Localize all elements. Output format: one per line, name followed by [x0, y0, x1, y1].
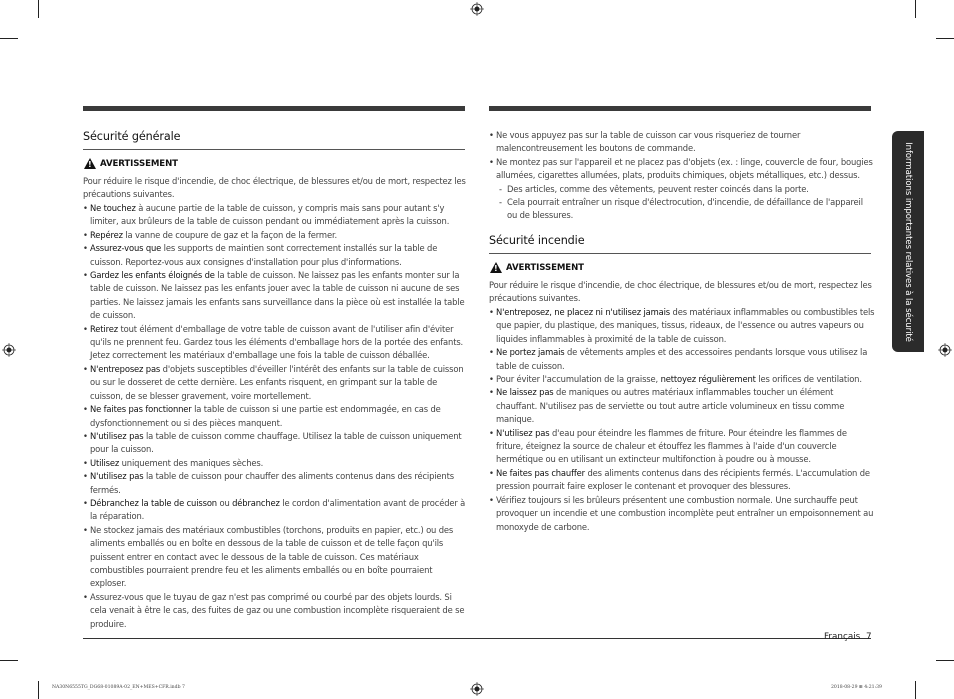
intro-paragraph: Pour réduire le risque d'incendie, de choc électrique, de blessures et/ou de mort, respectez les précautions suivantes.	[83, 176, 466, 200]
dash-item: - Cela pourrait entraîner un risque d'électrocution, d'incendie, de défaillance de l'appareil ou de blessures.	[489, 196, 875, 223]
list-item: • N'entreposez pas d'objets susceptibles d'éveiller l'intérêt des enfants sur la table de cuisson ou sur le dosseret de cette dernière. Les enfants risquent, en grimpant sur la table de cuisson, de se blesser gravement, voire mortellement.	[83, 363, 469, 403]
warning-text: AVERTISSEMENT	[100, 158, 178, 169]
intro-paragraph: Pour réduire le risque d'incendie, de choc électrique, de blessures et/ou de mort, respectez les précautions suivantes.	[489, 280, 872, 304]
list-item: • Ne stockez jamais des matériaux combustibles (torchons, produits en papier, etc.) ou des aliments emballés ou en boîte en dessous de la table de cuisson et de telle façon qu'ils puissent entrer en contact avec le dessous de la table de cuisson. Ces matériaux combustibles pourraient prendre feu et les aliments emballés ou en boîte pourraient exploser.	[83, 524, 469, 591]
list-item: • Ne touchez à aucune partie de la table de cuisson, y compris mais sans pour autant s'y limiter, aux brûleurs de la table de cuisson pendant ou immédiatement après la cuisson.	[83, 202, 469, 229]
list-item: • Utilisez uniquement des maniques sèches.	[83, 457, 469, 470]
section-heading-fire-safety: Sécurité incendie	[489, 234, 585, 247]
warning-text: AVERTISSEMENT	[506, 262, 584, 273]
list-item: • Débranchez la table de cuisson ou débranchez le cordon d'alimentation avant de procéder à la réparation.	[83, 497, 469, 524]
section-heading-general-safety: Sécurité générale	[83, 130, 181, 143]
list-item: • Ne montez pas sur l'appareil et ne placez pas d'objets (ex. : linge, couvercle de four, bougies allumées, cigarettes allumées, plats, produits chimiques, objets métalliques, etc.) dessus.	[489, 156, 875, 183]
warning-label	[84, 158, 178, 169]
warning-triangle-icon	[84, 158, 96, 169]
crop-mark	[936, 38, 954, 39]
print-info-left: NA30N6555TG_DG68-01089A-02_EN+MES+CFR.indb 7	[52, 685, 185, 690]
list-item: • Ne vous appuyez pas sur la table de cuisson car vous risqueriez de tourner malencontreusement les boutons de commande.	[489, 129, 875, 156]
list-item: • Repérez la vanne de coupure de gaz et la façon de la fermer.	[83, 229, 469, 242]
crop-mark	[936, 660, 954, 661]
registration-mark-icon	[938, 343, 952, 357]
footer-language: Français	[824, 632, 861, 642]
crop-mark	[915, 681, 916, 699]
list-item: • N'utilisez pas la table de cuisson comme chauffage. Utilisez la table de cuisson uniquement pour la cuisson.	[83, 430, 469, 457]
right-column-top-bar	[489, 106, 871, 111]
heading-rule	[489, 253, 871, 254]
warning-label	[490, 262, 584, 273]
crop-mark	[38, 681, 39, 699]
fire-safety-list	[489, 306, 875, 534]
list-item: • Retirez tout élément d'emballage de votre table de cuisson avant de l'utiliser afin d'éviter qu'ils ne prennent feu. Gardez tous les éléments d'emballage hors de la portée des enfants. Jetez correctement les matériaux d'emballage une fois la table de cuisson déballée.	[83, 323, 469, 363]
general-safety-list	[83, 202, 469, 631]
heading-rule	[83, 149, 465, 150]
left-column-top-bar	[83, 106, 465, 111]
crop-mark	[0, 660, 18, 661]
list-item: • Ne faites pas fonctionner la table de cuisson si une partie est endommagée, en cas de dysfonctionnement ou si des pièces manquent.	[83, 403, 469, 430]
list-item: • Ne faites pas chauffer des aliments contenus dans des récipients fermés. L'accumulation de pression pourrait faire exploser le contenant et provoquer des blessures.	[489, 467, 875, 494]
list-item: • Vérifiez toujours si les brûleurs présentent une combustion normale. Une surchauffe peut provoquer un incendie et une combustion incomplète peut entraîner un empoisonnement au monoxyde de carbone.	[489, 494, 875, 534]
warning-triangle-icon	[490, 262, 502, 273]
registration-mark-icon	[470, 2, 484, 16]
crop-mark	[0, 38, 18, 39]
right-top-list	[489, 129, 875, 223]
list-item: • Ne portez jamais de vêtements amples et des accessoires pendants lorsque vous utilisez la table de cuisson.	[489, 346, 875, 373]
side-section-tab	[892, 131, 924, 352]
registration-mark-icon	[470, 682, 484, 696]
dash-item: - Des articles, comme des vêtements, peuvent rester coincés dans la porte.	[489, 183, 875, 196]
side-tab-label: Informations importantes relatives à la sécurité	[903, 141, 913, 342]
print-info-right: 2018-08-29 ⊞ 4:21:39	[831, 685, 882, 690]
registration-mark-icon	[2, 343, 16, 357]
crop-mark	[38, 0, 39, 18]
crop-mark	[915, 0, 916, 18]
footer-rule	[83, 638, 871, 639]
list-item: • Gardez les enfants éloignés de la table de cuisson. Ne laissez pas les enfants monter sur la table de cuisson. Ne laissez pas les enfants jouer avec la table de cuisson ni aucune de ses parties. Ne laissez jamais les enfants sans surveillance dans la pièce où est installée la table de cuisson.	[83, 269, 469, 323]
list-item: • Pour éviter l'accumulation de la graisse, nettoyez régulièrement les orifices de ventilation.	[489, 373, 875, 386]
list-item: • N'utilisez pas la table de cuisson pour chauffer des aliments contenus dans des récipients fermés.	[83, 470, 469, 497]
list-item: • Assurez-vous que le tuyau de gaz n'est pas comprimé ou courbé par des objets lourds. Si cela venait à être le cas, des fuites de gaz ou une combustion incomplète risqueraient de se produire.	[83, 591, 469, 631]
list-item: • Ne laissez pas de maniques ou autres matériaux inflammables toucher un élément chauffant. N'utilisez pas de serviette ou tout autre article volumineux en tissu comme manique.	[489, 386, 875, 426]
list-item: • Assurez-vous que les supports de maintien sont correctement installés sur la table de cuisson. Reportez-vous aux consignes d'installation pour plus d'informations.	[83, 242, 469, 269]
page-number: 7	[866, 632, 872, 642]
list-item: • N'entreposez, ne placez ni n'utilisez jamais des matériaux inflammables ou combustibles tels que papier, du plastique, des maniques, tissus, rideaux, de l'essence ou autres vapeurs ou liquides inflammables à proximité de la table de cuisson.	[489, 306, 875, 346]
list-item: • N'utilisez pas d'eau pour éteindre les flammes de friture. Pour éteindre les flammes de friture, éteignez la source de chaleur et étouffez les flammes à l'aide d'un couvercle hermétique ou en utilisant un extincteur multifonction à poudre ou à mousse.	[489, 427, 875, 467]
